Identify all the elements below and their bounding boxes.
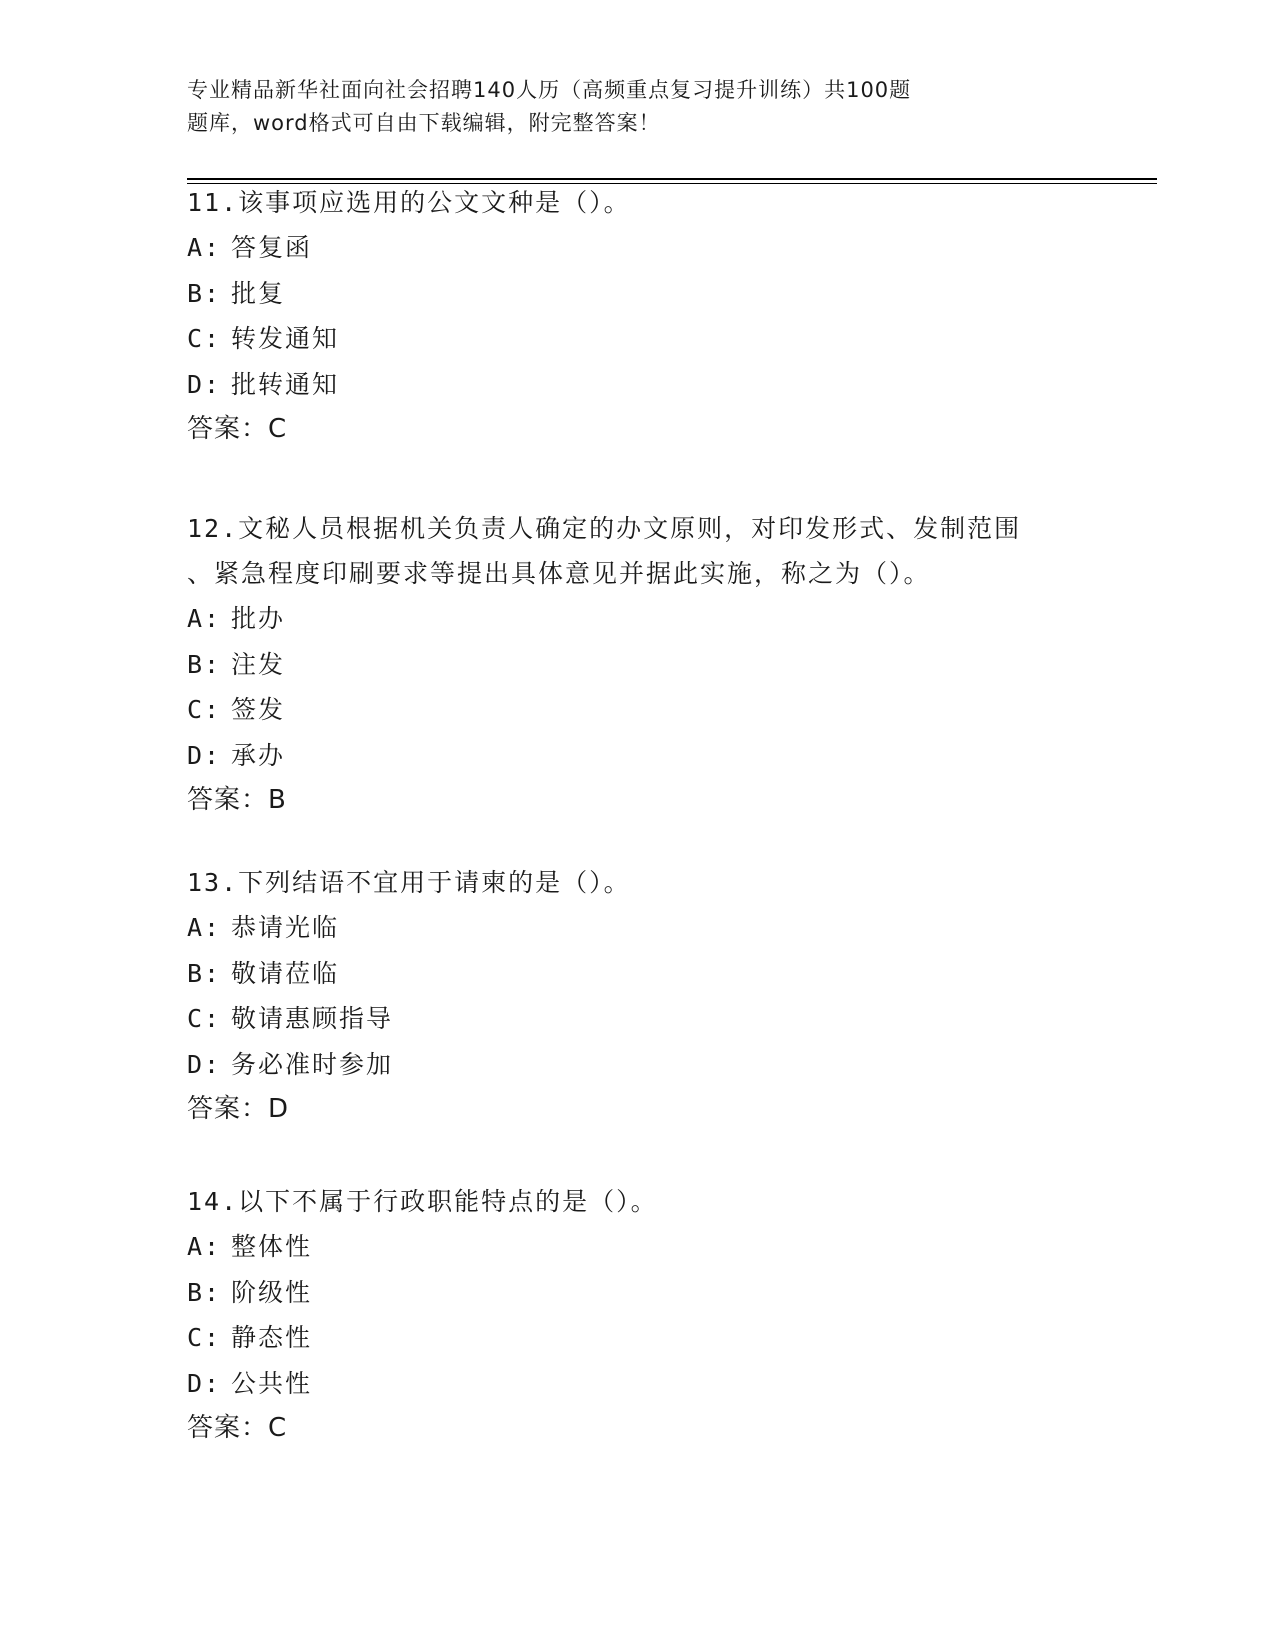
option-b [187, 1270, 1087, 1316]
question-stem-continued: 、紧急程度印刷要求等提出具体意见并据此实施，称之为（）。 [187, 559, 931, 588]
option-b [187, 642, 1087, 688]
option-text: 务必准时参加 [231, 1049, 394, 1079]
question-14 [187, 1179, 1087, 1451]
option-text: 答复函 [231, 233, 313, 262]
answer-line: 答案：C [187, 1413, 288, 1443]
option-letter: C: [187, 1323, 222, 1352]
header-line-2: 题库，word格式可自由下载编辑，附完整答案！ [187, 111, 661, 135]
question-stem: 13.下列结语不宜用于请柬的是（）。 [187, 868, 631, 897]
option-letter: B: [187, 278, 222, 308]
option-letter: C: [187, 324, 222, 353]
option-d [187, 1042, 1087, 1088]
option-a [187, 596, 1087, 642]
question-stem: 12.文秘人员根据机关负责人确定的办文原则，对印发形式、发制范围 [187, 514, 1022, 543]
option-letter: D: [187, 1368, 222, 1398]
option-letter: A: [187, 604, 222, 633]
option-c [187, 316, 1087, 362]
answer-line: 答案：C [187, 414, 288, 444]
option-a [187, 225, 1087, 271]
option-letter: C: [187, 1004, 222, 1033]
question-stem: 11.该事项应选用的公文文种是（）。 [187, 188, 631, 217]
option-letter: A: [187, 233, 222, 262]
option-letter: B: [187, 1277, 222, 1307]
header-line-1: 专业精品新华社面向社会招聘140人历（高频重点复习提升训练）共100题 [187, 78, 912, 102]
option-a [187, 905, 1087, 951]
question-13 [187, 860, 1087, 1132]
option-c [187, 1315, 1087, 1361]
question-12 [187, 506, 1087, 823]
option-letter: D: [187, 740, 222, 770]
option-c [187, 996, 1087, 1042]
option-letter: A: [187, 913, 222, 942]
answer-line: 答案：D [187, 1094, 290, 1124]
option-letter: B: [187, 958, 222, 988]
option-b [187, 271, 1087, 317]
option-b [187, 951, 1087, 997]
option-d [187, 362, 1087, 408]
option-text: 整体性 [231, 1232, 313, 1261]
option-letter: D: [187, 369, 222, 399]
document-header [187, 74, 1047, 140]
question-stem: 14.以下不属于行政职能特点的是（）。 [187, 1187, 658, 1216]
answer-line: 答案：B [187, 785, 287, 815]
option-d [187, 1361, 1087, 1407]
option-a [187, 1224, 1087, 1270]
question-11 [187, 180, 1087, 452]
option-text: 公共性 [231, 1368, 313, 1398]
option-text: 注发 [231, 649, 286, 679]
option-letter: A: [187, 1232, 222, 1261]
option-text: 阶级性 [231, 1277, 313, 1307]
option-letter: D: [187, 1049, 222, 1079]
option-text: 敬请莅临 [231, 958, 340, 988]
option-text: 承办 [231, 740, 286, 770]
option-text: 签发 [231, 695, 286, 724]
option-c [187, 687, 1087, 733]
option-text: 转发通知 [231, 324, 340, 353]
option-text: 批转通知 [231, 369, 340, 399]
option-d [187, 733, 1087, 779]
option-text: 批复 [231, 278, 286, 308]
option-text: 敬请惠顾指导 [231, 1004, 394, 1033]
option-text: 静态性 [231, 1323, 313, 1352]
option-text: 批办 [231, 604, 286, 633]
option-text: 恭请光临 [231, 913, 340, 942]
option-letter: C: [187, 695, 222, 724]
option-letter: B: [187, 649, 222, 679]
